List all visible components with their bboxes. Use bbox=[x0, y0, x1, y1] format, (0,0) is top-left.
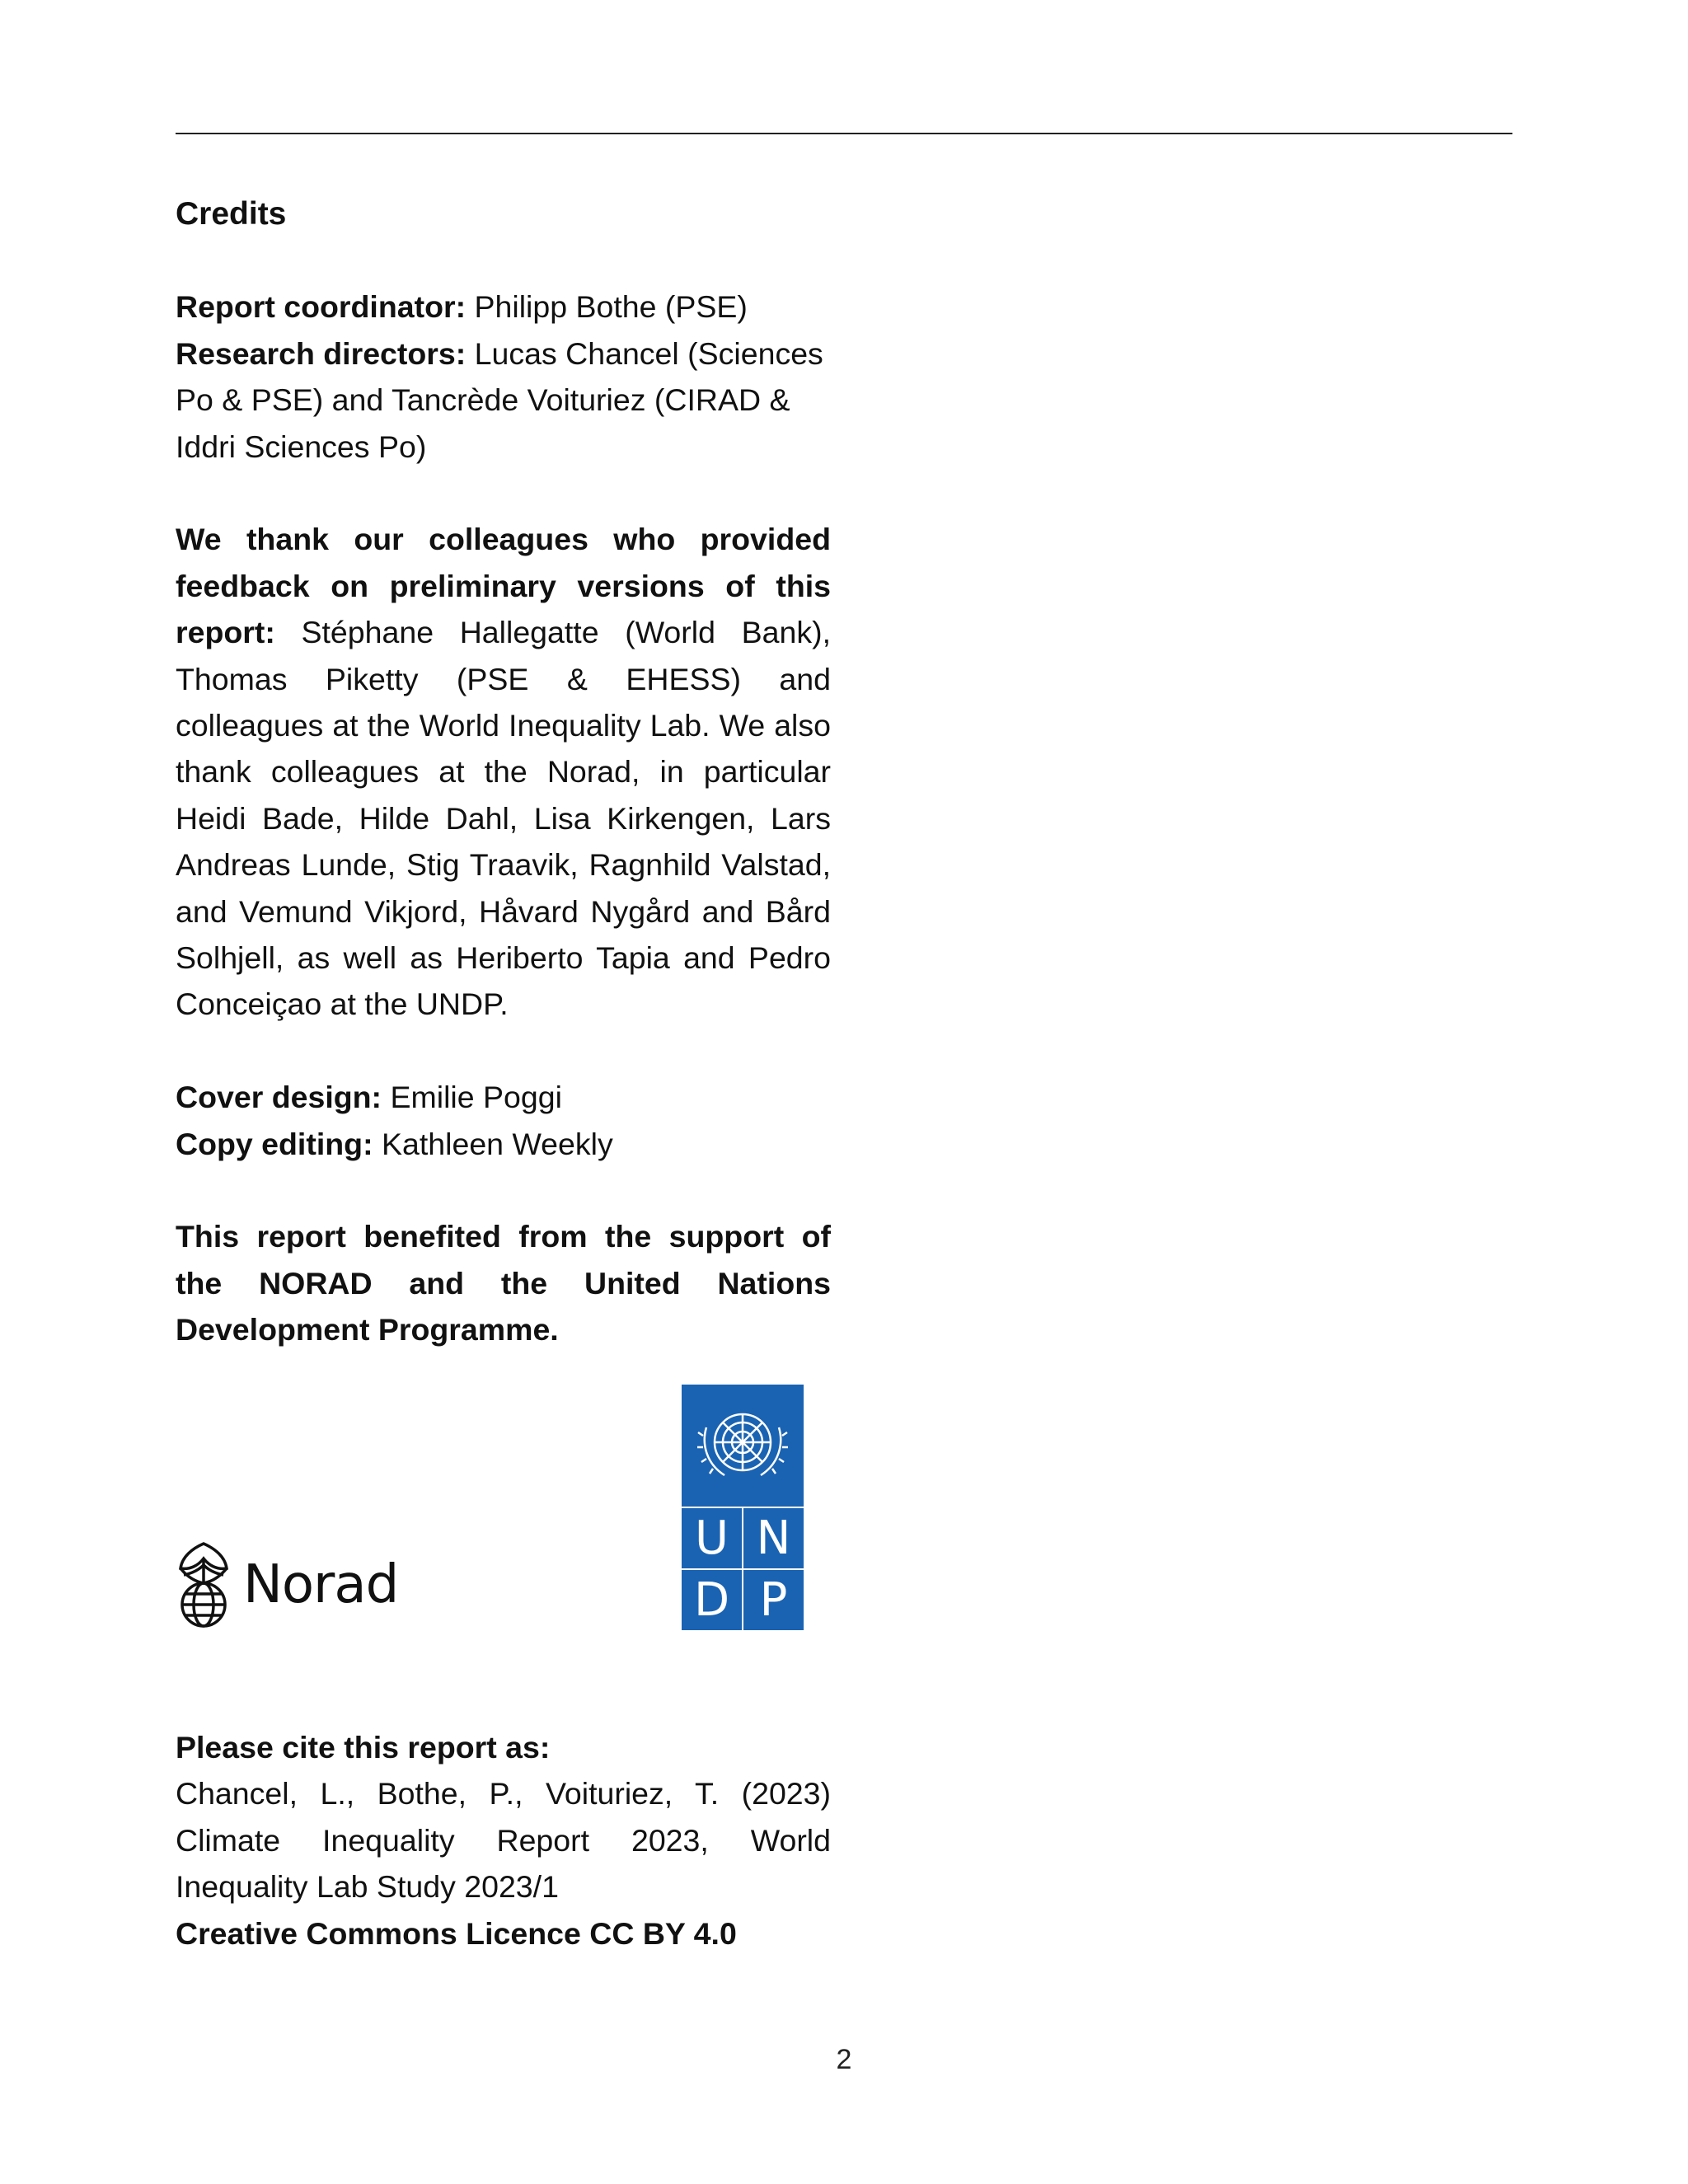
acknowledgements-label: We thank our colleagues who provided feedback on preliminary versions of this report: bbox=[176, 522, 831, 650]
research-directors-value: Lucas Chancel (Sciences Po & PSE) and Tancrède Voituriez (CIRAD & Iddri Sciences Po) bbox=[176, 335, 823, 464]
research-directors-label: Research directors: bbox=[176, 335, 467, 371]
page-number: 2 bbox=[836, 2044, 852, 2075]
undp-emblem-panel bbox=[682, 1385, 804, 1507]
norad-globe-icon bbox=[176, 1540, 232, 1629]
coordinators-block bbox=[176, 284, 831, 470]
licence-text: Creative Commons Licence CC BY 4.0 bbox=[176, 1915, 737, 1951]
norad-logo bbox=[176, 1540, 398, 1630]
citation-text: Chancel, L., Bothe, P., Voituriez, T. (2023) Climate Inequality Report 2023, World Inequality Lab Study 2023/1 bbox=[176, 1776, 831, 1905]
copy-editing-label: Copy editing: bbox=[176, 1126, 373, 1161]
research-directors-line bbox=[176, 330, 831, 470]
design-block bbox=[176, 1074, 831, 1167]
undp-letter-d: D bbox=[682, 1570, 742, 1630]
acknowledgements-block bbox=[176, 516, 831, 1027]
un-emblem-icon bbox=[682, 1385, 804, 1507]
report-coordinator-line bbox=[176, 284, 831, 330]
citation-label: Please cite this report as: bbox=[176, 1730, 551, 1765]
norad-wordmark: Norad bbox=[243, 1554, 399, 1615]
undp-logo bbox=[682, 1385, 804, 1630]
cover-design-line bbox=[176, 1074, 831, 1120]
report-coordinator-label: Report coordinator: bbox=[176, 289, 467, 325]
undp-letter-n: N bbox=[743, 1508, 804, 1568]
copy-editing-value: Kathleen Weekly bbox=[381, 1126, 613, 1161]
acknowledgements-text: Stéphane Hallegatte (World Bank), Thomas Piketty (PSE & EHESS) and colleagues at the World Inequality Lab. We also thank colleagues at the Norad, in particular Heidi Bade, Hilde Dahl, Lisa Kirkengen, Lars Andreas Lunde, Stig Traavik, Ragnhild Valstad, and Vemund Vikjord, Håvard Nygård and Bård Solhjell, as well as Heriberto Tapia and Pedro Conceiçao at the UNDP. bbox=[176, 615, 831, 1022]
support-statement: This report benefited from the support of the NORAD and the United Nations Development Programme. bbox=[176, 1219, 831, 1347]
cover-design-label: Cover design: bbox=[176, 1080, 382, 1115]
citation-block bbox=[176, 1724, 831, 1957]
credits-column bbox=[176, 191, 831, 1399]
undp-letter-u: U bbox=[682, 1508, 742, 1568]
report-coordinator-value: Philipp Bothe (PSE) bbox=[474, 289, 748, 325]
header-rule bbox=[176, 133, 1512, 134]
copy-editing-line bbox=[176, 1121, 831, 1167]
undp-letter-p: P bbox=[743, 1570, 804, 1630]
sponsor-logos bbox=[176, 1385, 831, 1632]
cover-design-value: Emilie Poggi bbox=[390, 1080, 562, 1115]
credits-heading: Credits bbox=[176, 196, 287, 232]
